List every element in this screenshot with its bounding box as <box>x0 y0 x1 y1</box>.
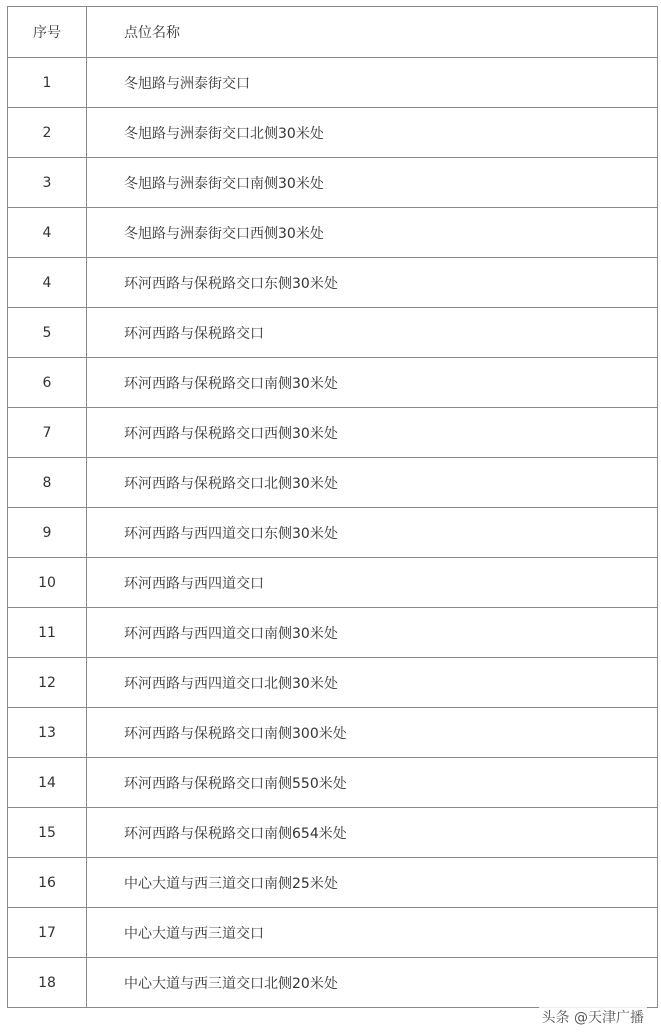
row-index: 14 <box>8 758 87 807</box>
table-row <box>8 408 658 458</box>
table-header-row <box>8 7 658 58</box>
row-location-name: 冬旭路与洲泰街交口西侧30米处 <box>87 208 658 257</box>
table-row <box>8 508 658 558</box>
table-row <box>8 808 658 858</box>
row-location-name: 环河西路与保税路交口南侧30米处 <box>87 358 658 407</box>
row-index: 16 <box>8 858 87 907</box>
table-row <box>8 58 658 108</box>
table-row <box>8 158 658 208</box>
watermark: 头条 @天津广播 <box>539 1006 647 1028</box>
row-index: 11 <box>8 608 87 657</box>
row-location-name: 环河西路与保税路交口南侧654米处 <box>87 808 658 857</box>
table-row <box>8 358 658 408</box>
row-index: 3 <box>8 158 87 207</box>
row-index: 10 <box>8 558 87 607</box>
row-location-name: 冬旭路与洲泰街交口 <box>87 58 658 107</box>
row-index: 1 <box>8 58 87 107</box>
row-location-name: 环河西路与保税路交口东侧30米处 <box>87 258 658 307</box>
location-table <box>7 6 658 1008</box>
row-location-name: 冬旭路与洲泰街交口北侧30米处 <box>87 108 658 157</box>
table-row <box>8 758 658 808</box>
table-row <box>8 208 658 258</box>
row-location-name: 中心大道与西三道交口北侧20米处 <box>87 958 658 1007</box>
row-index: 9 <box>8 508 87 557</box>
table-row <box>8 608 658 658</box>
row-location-name: 中心大道与西三道交口南侧25米处 <box>87 858 658 907</box>
header-location-name: 点位名称 <box>87 7 658 57</box>
row-index: 7 <box>8 408 87 457</box>
table-row <box>8 108 658 158</box>
table-row <box>8 658 658 708</box>
row-index: 17 <box>8 908 87 957</box>
row-location-name: 环河西路与西四道交口南侧30米处 <box>87 608 658 657</box>
row-location-name: 环河西路与保税路交口南侧300米处 <box>87 708 658 757</box>
table-row <box>8 308 658 358</box>
row-index: 5 <box>8 308 87 357</box>
row-location-name: 环河西路与保税路交口西侧30米处 <box>87 408 658 457</box>
table-row <box>8 958 658 1008</box>
row-index: 4 <box>8 208 87 257</box>
row-index: 4 <box>8 258 87 307</box>
table-body <box>8 58 658 1008</box>
row-location-name: 环河西路与保税路交口北侧30米处 <box>87 458 658 507</box>
row-location-name: 冬旭路与洲泰街交口南侧30米处 <box>87 158 658 207</box>
row-index: 15 <box>8 808 87 857</box>
table-row <box>8 458 658 508</box>
row-index: 12 <box>8 658 87 707</box>
row-location-name: 环河西路与保税路交口南侧550米处 <box>87 758 658 807</box>
row-index: 2 <box>8 108 87 157</box>
table-row <box>8 558 658 608</box>
table-row <box>8 908 658 958</box>
row-location-name: 环河西路与保税路交口 <box>87 308 658 357</box>
row-index: 13 <box>8 708 87 757</box>
row-location-name: 中心大道与西三道交口 <box>87 908 658 957</box>
row-location-name: 环河西路与西四道交口北侧30米处 <box>87 658 658 707</box>
row-location-name: 环河西路与西四道交口 <box>87 558 658 607</box>
header-index: 序号 <box>8 7 87 57</box>
row-location-name: 环河西路与西四道交口东侧30米处 <box>87 508 658 557</box>
row-index: 18 <box>8 958 87 1007</box>
table-row <box>8 258 658 308</box>
row-index: 8 <box>8 458 87 507</box>
table-row <box>8 858 658 908</box>
table-row <box>8 708 658 758</box>
row-index: 6 <box>8 358 87 407</box>
